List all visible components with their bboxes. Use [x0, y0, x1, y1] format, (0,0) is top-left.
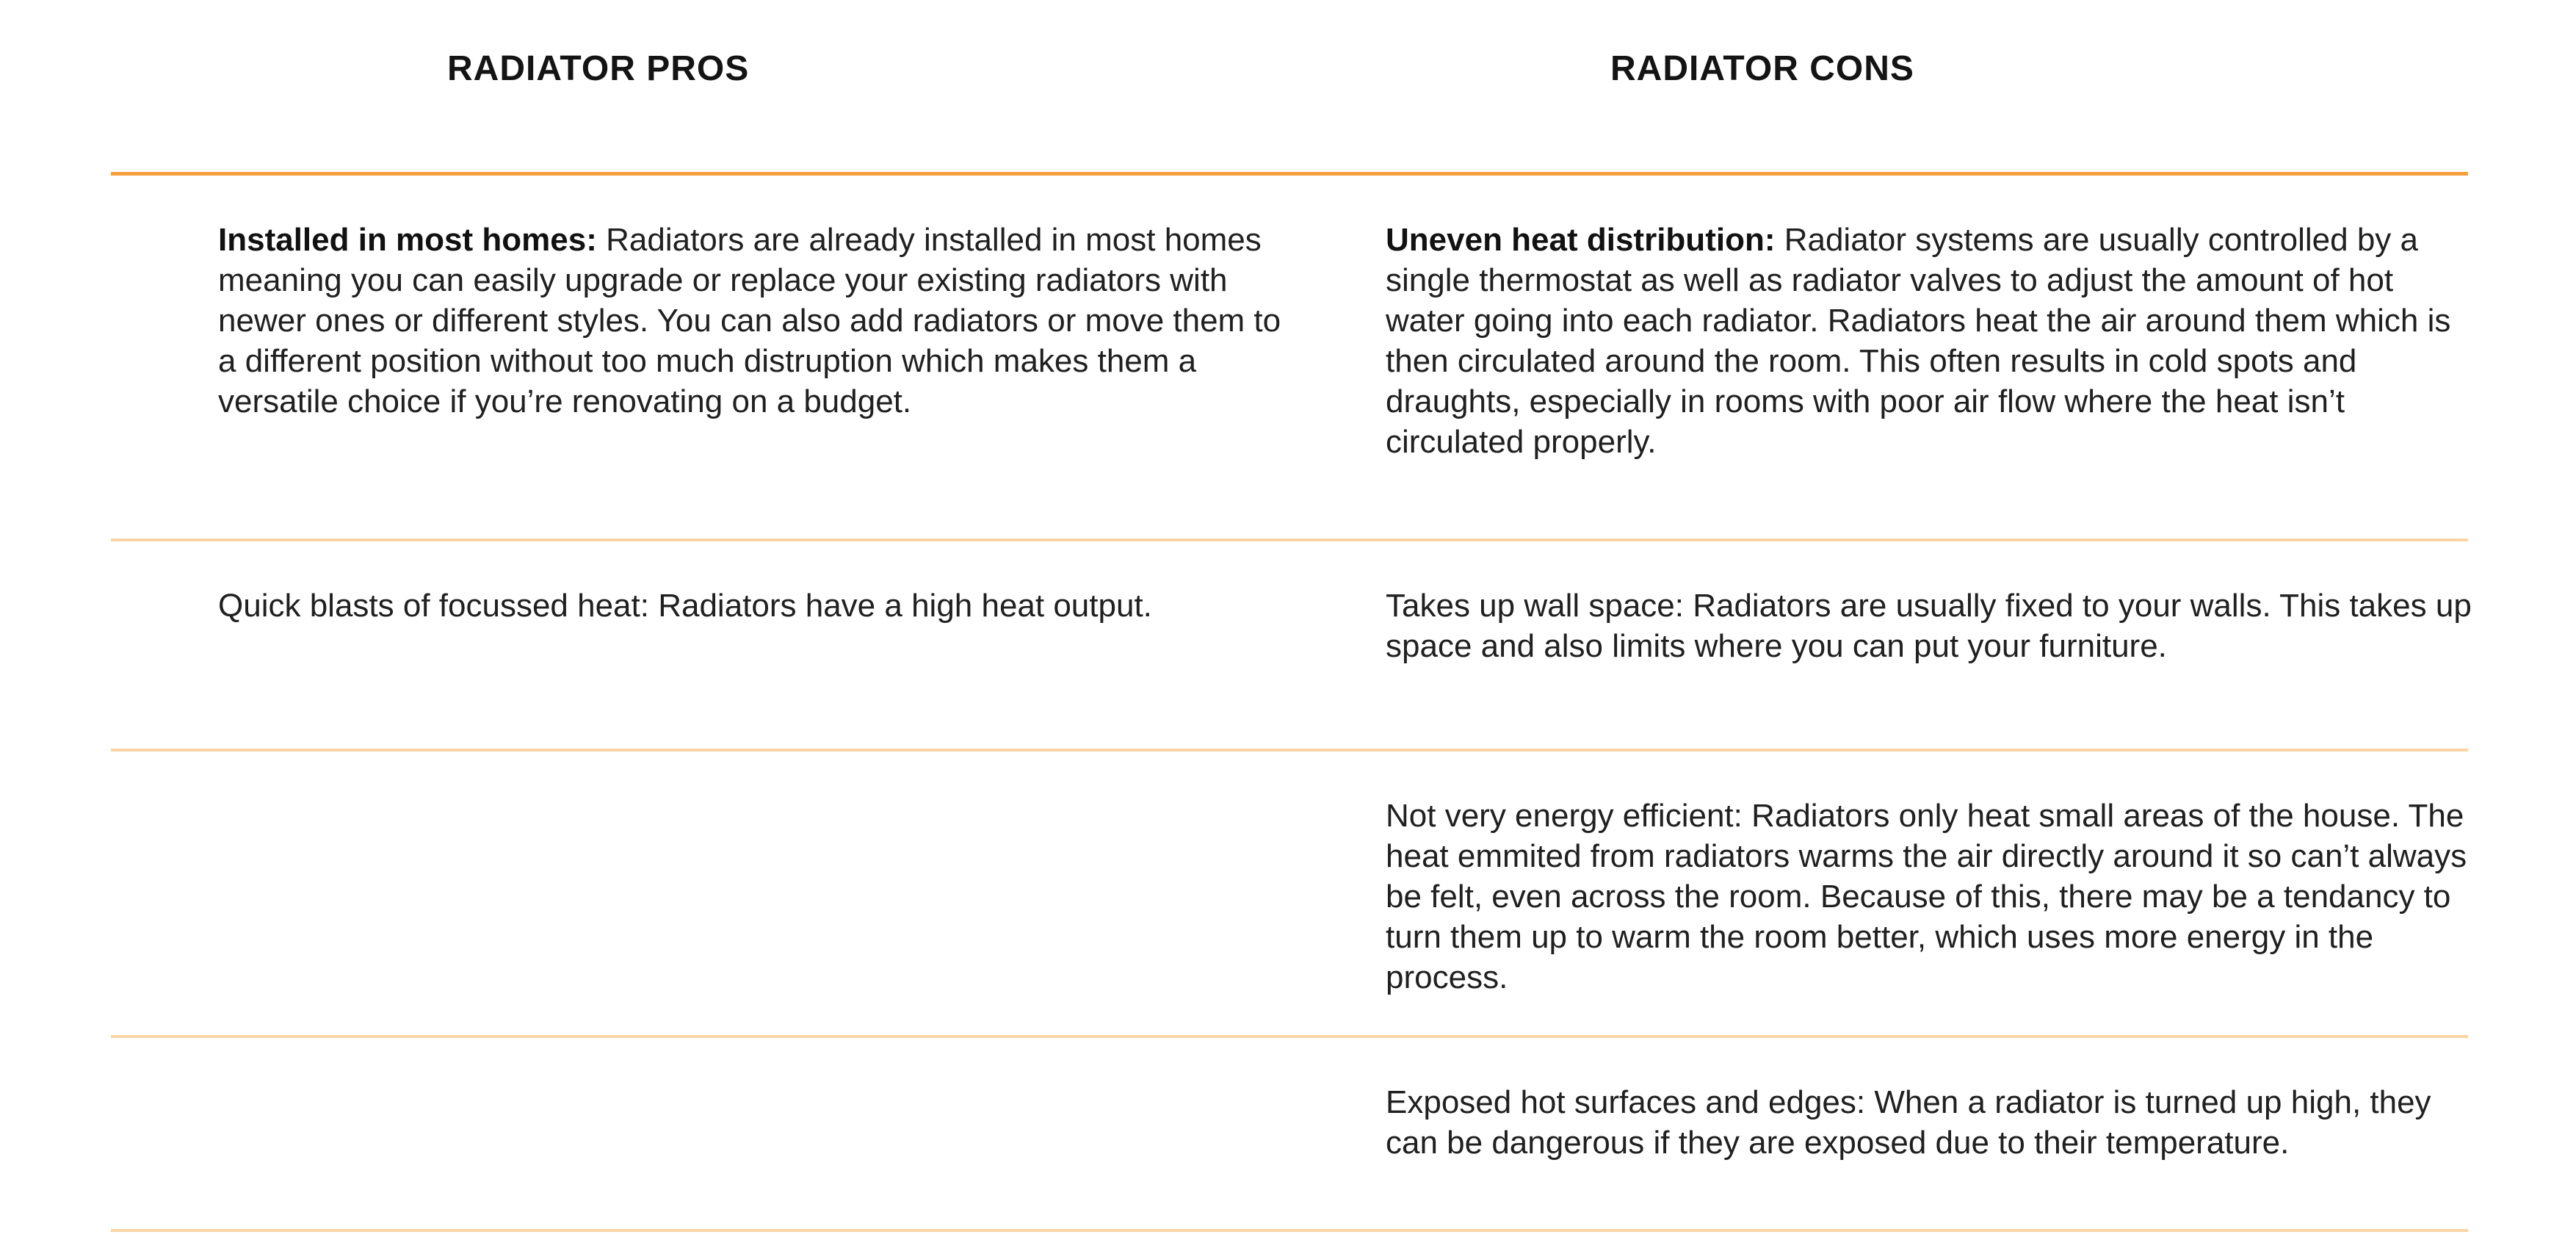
con-text: Exposed hot surfaces and edges: When a radiator is turned up high, they can be dangerous if they are exposed due to their temperature.	[1386, 1084, 2431, 1161]
pro-text: Quick blasts of focussed heat: Radiators have a high heat output.	[218, 588, 1152, 624]
pros-cons-table	[111, 0, 2472, 1232]
pro-heading: Installed in most homes:	[218, 222, 597, 258]
pros-column-title: RADIATOR PROS	[447, 49, 750, 88]
table-row	[111, 176, 2468, 541]
con-cell	[1386, 796, 2472, 998]
con-text: Takes up wall space: Radiators are usually fixed to your walls. This takes up space and also limits where you can put your furniture.	[1386, 588, 2472, 664]
pro-text: Radiators are already installed in most homes meaning you can easily upgrade or replace your existing radiators with newer ones or different styles. You can also add radiators or move them to a different position without too much distruption which makes them a versatile choice if you’re renovating on a budget.	[218, 222, 1281, 419]
table-row	[111, 751, 2468, 1038]
con-heading: Uneven heat distribution:	[1386, 222, 1776, 258]
con-cell	[1386, 1082, 2472, 1163]
cons-column-title: RADIATOR CONS	[1610, 49, 1914, 88]
con-text: Not very energy efficient: Radiators only heat small areas of the house. The heat emmited from radiators warms the air directly around it so can’t always be felt, even across the room. Because of this, there may be a tendancy to turn them up to warm the room better, which uses more energy in the process.	[1386, 798, 2467, 995]
table-row	[111, 1038, 2468, 1232]
pro-cell	[218, 220, 1305, 422]
con-cell	[1386, 220, 2472, 462]
con-cell	[1386, 585, 2472, 666]
table-row	[111, 541, 2472, 751]
table-header	[111, 0, 2468, 176]
pro-cell	[218, 585, 1305, 626]
con-text: Radiator systems are usually controlled by a single thermostat as well as radiator valves to adjust the amount of hot water going into each radiator. Radiators heat the air around them which is then circulated around the room. This often results in cold spots and draughts, especially in rooms with poor air flow where the heat isn’t circulated properly.	[1386, 222, 2451, 460]
